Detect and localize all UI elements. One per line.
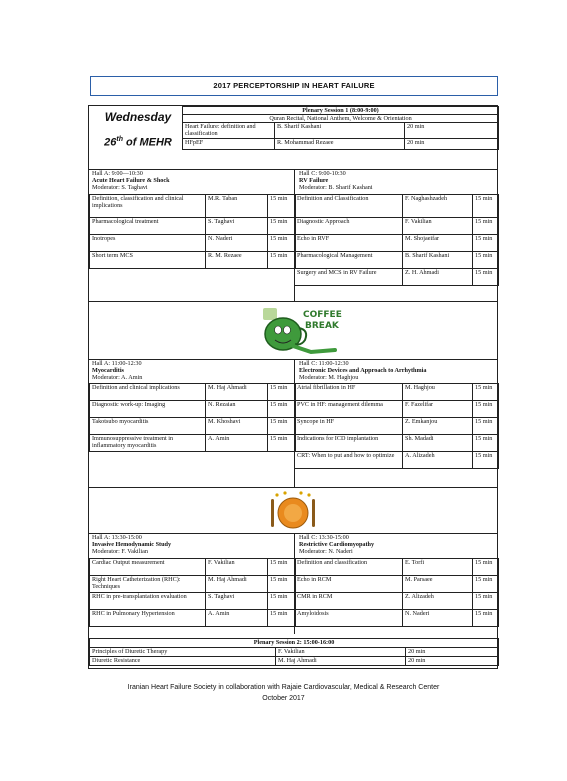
session-title: Acute Heart Failure & Shock bbox=[92, 177, 170, 185]
time-cell: 20 min bbox=[405, 139, 499, 150]
table-row bbox=[90, 435, 296, 452]
speaker-cell: A. Alizadeh bbox=[403, 452, 473, 469]
table-row bbox=[295, 593, 499, 610]
time-cell: 15 min bbox=[268, 195, 296, 218]
time-cell: 15 min bbox=[473, 435, 499, 452]
table-row bbox=[90, 384, 296, 401]
table-row bbox=[295, 418, 499, 435]
plenary1-title: Plenary Session 1 (8:00-9:00) bbox=[183, 107, 499, 115]
moderator: Moderator: B. Sharif Kashani bbox=[299, 184, 373, 192]
table-row bbox=[90, 235, 296, 252]
table-row bbox=[295, 252, 499, 269]
time-cell: 15 min bbox=[473, 418, 499, 435]
footer-organizer: Iranian Heart Failure Society in collaboration with Rajaie Cardiovascular, Medical & Research Center bbox=[127, 684, 440, 691]
topic-cell: Definition and Classification bbox=[295, 195, 403, 218]
speaker-cell: S. Taghavi bbox=[206, 593, 268, 610]
hall-a-table-3 bbox=[89, 558, 296, 627]
table-row bbox=[90, 610, 296, 627]
hall-a-header-3 bbox=[92, 534, 292, 556]
table-row bbox=[295, 452, 499, 469]
time-cell: 15 min bbox=[268, 384, 296, 401]
plenary1-table bbox=[182, 106, 499, 150]
topic-cell: Indications for ICD implantation bbox=[295, 435, 403, 452]
table-row bbox=[295, 195, 499, 218]
moderator: Moderator: N. Naderi bbox=[299, 548, 353, 556]
time-cell: 15 min bbox=[268, 576, 296, 593]
moderator: Moderator: M. Haghjou bbox=[299, 374, 359, 382]
speaker-cell: B. Sharif Kashani bbox=[403, 252, 473, 269]
topic-cell: RHC in Pulmonary Hypertension bbox=[90, 610, 206, 627]
time-cell: 15 min bbox=[473, 593, 499, 610]
divider bbox=[89, 487, 497, 488]
speaker-cell: Z. Alizadeh bbox=[403, 593, 473, 610]
topic-cell: Cardiac Output measurement bbox=[90, 559, 206, 576]
speaker-cell: F. Fazelifar bbox=[403, 401, 473, 418]
table-row bbox=[295, 559, 499, 576]
table-row bbox=[90, 195, 296, 218]
table-row bbox=[295, 576, 499, 593]
speaker-cell: R. Mohammad Rezaee bbox=[275, 139, 405, 150]
speaker-cell: Sh. Madadi bbox=[403, 435, 473, 452]
topic-cell: Syncope in HF bbox=[295, 418, 403, 435]
speaker-cell: N. Naderi bbox=[206, 235, 268, 252]
knife-icon bbox=[312, 499, 315, 527]
session-title: RV Failure bbox=[299, 177, 329, 185]
speaker-cell: A. Amin bbox=[206, 610, 268, 627]
time-cell: 15 min bbox=[268, 401, 296, 418]
time-cell: 15 min bbox=[268, 218, 296, 235]
speaker-cell: F. Vakilian bbox=[276, 648, 406, 657]
table-row bbox=[90, 252, 296, 269]
speaker-cell: R. M. Rezaee bbox=[206, 252, 268, 269]
time-cell: 15 min bbox=[473, 195, 499, 218]
leaf-decor bbox=[263, 308, 277, 320]
topic-cell: CRT: When to put and how to optimize bbox=[295, 452, 403, 469]
coffee-break-illustration bbox=[253, 304, 343, 359]
hall-c-header-2 bbox=[299, 360, 494, 382]
topic-cell: Definition and classification bbox=[295, 559, 403, 576]
moderator: Moderator: A. Amin bbox=[92, 374, 143, 382]
date-suffix: th bbox=[116, 136, 123, 143]
table-row bbox=[295, 384, 499, 401]
page-title: 2017 PERCEPTORSHIP IN HEART FAILURE bbox=[90, 76, 498, 96]
topic-cell: Diuretic Resistance bbox=[90, 657, 276, 666]
table-row bbox=[295, 269, 499, 286]
topic-cell: Surgery and MCS in RV Failure bbox=[295, 269, 403, 286]
speaker-cell: A. Amin bbox=[206, 435, 268, 452]
speaker-cell: E. Torfi bbox=[403, 559, 473, 576]
time-cell: 15 min bbox=[473, 452, 499, 469]
plenary2-table bbox=[89, 638, 499, 666]
table-row bbox=[90, 576, 296, 593]
break-text: BREAK bbox=[305, 321, 339, 331]
day-label: Wednesday bbox=[104, 110, 172, 124]
eye-icon bbox=[275, 326, 282, 334]
speaker-cell: M. Khoshavi bbox=[206, 418, 268, 435]
topic-cell: Inotropes bbox=[90, 235, 206, 252]
topic-cell: Short term MCS bbox=[90, 252, 206, 269]
topic-cell: PVC in HF: management dilemma bbox=[295, 401, 403, 418]
time-cell: 15 min bbox=[473, 235, 499, 252]
plenary1-opening: Quran Recital, National Anthem, Welcome & Orientation bbox=[183, 115, 499, 123]
topic-cell: Pharmacological treatment bbox=[90, 218, 206, 235]
speaker-cell: S. Taghavi bbox=[206, 218, 268, 235]
table-row bbox=[183, 123, 499, 139]
session-title: Myocarditis bbox=[92, 367, 124, 375]
topic-cell: Echo in RCM bbox=[295, 576, 403, 593]
fork-icon bbox=[271, 499, 274, 527]
time-cell: 15 min bbox=[268, 235, 296, 252]
footer-date: October 2017 bbox=[262, 695, 305, 702]
hall-a-table-1 bbox=[89, 194, 296, 269]
time-cell: 15 min bbox=[473, 401, 499, 418]
time-cell: 15 min bbox=[268, 418, 296, 435]
moderator: Moderator: F. Vakilian bbox=[92, 548, 148, 556]
plate-center-icon bbox=[284, 504, 302, 522]
date-label bbox=[95, 136, 181, 149]
time-cell: 20 min bbox=[406, 648, 499, 657]
topic-cell: Atrial fibrillation in HF bbox=[295, 384, 403, 401]
topic-cell: HFpEF bbox=[183, 139, 275, 150]
time-cell: 15 min bbox=[473, 576, 499, 593]
speaker-cell: F. Vakilian bbox=[206, 559, 268, 576]
speaker-cell: Z. Emkanjou bbox=[403, 418, 473, 435]
spark-icon bbox=[307, 493, 310, 496]
speaker-cell: M. Shojaeifar bbox=[403, 235, 473, 252]
session-title: Electronic Devices and Approach to Arrhythmia bbox=[299, 367, 427, 375]
time-cell: 15 min bbox=[473, 252, 499, 269]
spark-icon bbox=[283, 491, 286, 494]
table-row bbox=[90, 648, 499, 657]
table-row bbox=[90, 218, 296, 235]
coffee-text: COFFEE bbox=[303, 310, 342, 320]
topic-cell: Definition and clinical implications bbox=[90, 384, 206, 401]
hall-time: Hall C: 13:30-15:00 bbox=[299, 534, 349, 541]
topic-cell: Principles of Diuretic Therapy bbox=[90, 648, 276, 657]
topic-cell: Right Heart Catheterization (RHC): Techniques bbox=[90, 576, 206, 593]
time-cell: 15 min bbox=[268, 610, 296, 627]
table-row bbox=[90, 418, 296, 435]
topic-cell: Definition, classification and clinical implications bbox=[90, 195, 206, 218]
topic-cell: CMR in RCM bbox=[295, 593, 403, 610]
hall-a-header-1 bbox=[92, 170, 292, 192]
table-row bbox=[90, 657, 499, 666]
date-number: 26 bbox=[104, 136, 117, 149]
plenary2-title: Plenary Session 2: 15:00-16:00 bbox=[90, 639, 499, 648]
hall-time: Hall A: 13:30-15:00 bbox=[92, 534, 142, 541]
hall-c-table-1 bbox=[294, 194, 499, 286]
topic-cell: Echo in RVF bbox=[295, 235, 403, 252]
time-cell: 20 min bbox=[406, 657, 499, 666]
speaker-cell: F. Naghashzadeh bbox=[403, 195, 473, 218]
time-cell: 15 min bbox=[473, 269, 499, 286]
hall-time: Hall C: 9:00-10:30 bbox=[299, 170, 346, 177]
spark-icon bbox=[299, 491, 302, 494]
table-row bbox=[295, 610, 499, 627]
hall-c-table-3 bbox=[294, 558, 499, 627]
table-row bbox=[295, 218, 499, 235]
time-cell: 15 min bbox=[473, 559, 499, 576]
speaker-cell: M. Haj Ahmadi bbox=[276, 657, 406, 666]
time-cell: 15 min bbox=[268, 435, 296, 452]
hall-a-header-2 bbox=[92, 360, 292, 382]
topic-cell: Amyloidosis bbox=[295, 610, 403, 627]
table-row bbox=[90, 559, 296, 576]
legs-icon bbox=[293, 346, 335, 352]
speaker-cell: Z. H. Ahmadi bbox=[403, 269, 473, 286]
spark-icon bbox=[275, 493, 278, 496]
hall-time: Hall C: 11:00-12:30 bbox=[299, 360, 349, 367]
speaker-cell: M. Parsaee bbox=[403, 576, 473, 593]
moderator: Moderator: S. Taghavi bbox=[92, 184, 148, 192]
time-cell: 15 min bbox=[473, 384, 499, 401]
speaker-cell: N. Rezaian bbox=[206, 401, 268, 418]
topic-cell: Heart Failure: definition and classification bbox=[183, 123, 275, 139]
topic-cell: Diagnostic Approach bbox=[295, 218, 403, 235]
time-cell: 15 min bbox=[473, 218, 499, 235]
table-row bbox=[90, 401, 296, 418]
program-sheet bbox=[88, 105, 498, 669]
table-row bbox=[295, 401, 499, 418]
time-cell: 15 min bbox=[268, 559, 296, 576]
hall-a-table-2 bbox=[89, 383, 296, 452]
speaker-cell: F. Vakilian bbox=[403, 218, 473, 235]
time-cell: 15 min bbox=[268, 593, 296, 610]
speaker-cell: M. Haj Ahmadi bbox=[206, 576, 268, 593]
speaker-cell: M.R. Taban bbox=[206, 195, 268, 218]
speaker-cell: M. Haj Ahmadi bbox=[206, 384, 268, 401]
time-cell: 20 min bbox=[405, 123, 499, 139]
eye-icon bbox=[284, 326, 291, 334]
topic-cell: RHC in pre-transplantation evaluation bbox=[90, 593, 206, 610]
speaker-cell: N. Naderi bbox=[403, 610, 473, 627]
speaker-cell: M. Haghjou bbox=[403, 384, 473, 401]
table-row bbox=[295, 435, 499, 452]
time-cell: 15 min bbox=[268, 252, 296, 269]
date-month: of MEHR bbox=[126, 136, 172, 149]
topic-cell: Diagnostic work-up: Imaging bbox=[90, 401, 206, 418]
table-row bbox=[90, 593, 296, 610]
hall-time: Hall A: 11:00-12:30 bbox=[92, 360, 142, 367]
topic-cell: Takotsubo myocarditis bbox=[90, 418, 206, 435]
hall-time: Hall A: 9:00—10:30 bbox=[92, 170, 143, 177]
table-row bbox=[295, 235, 499, 252]
topic-cell: Pharmacological Management bbox=[295, 252, 403, 269]
session-title: Invasive Hemodynamic Study bbox=[92, 541, 172, 549]
topic-cell: Immunosuppressive treatment in inflammatory myocarditis bbox=[90, 435, 206, 452]
session-title: Restrictive Cardiomyopathy bbox=[299, 541, 375, 549]
table-row bbox=[183, 139, 499, 150]
hall-c-header-3 bbox=[299, 534, 494, 556]
speaker-cell: B. Sharif Kashani bbox=[275, 123, 405, 139]
hall-c-header-1 bbox=[299, 170, 494, 192]
time-cell: 15 min bbox=[473, 610, 499, 627]
hall-c-table-2 bbox=[294, 383, 499, 469]
lunch-illustration bbox=[263, 491, 323, 533]
divider bbox=[89, 301, 497, 302]
